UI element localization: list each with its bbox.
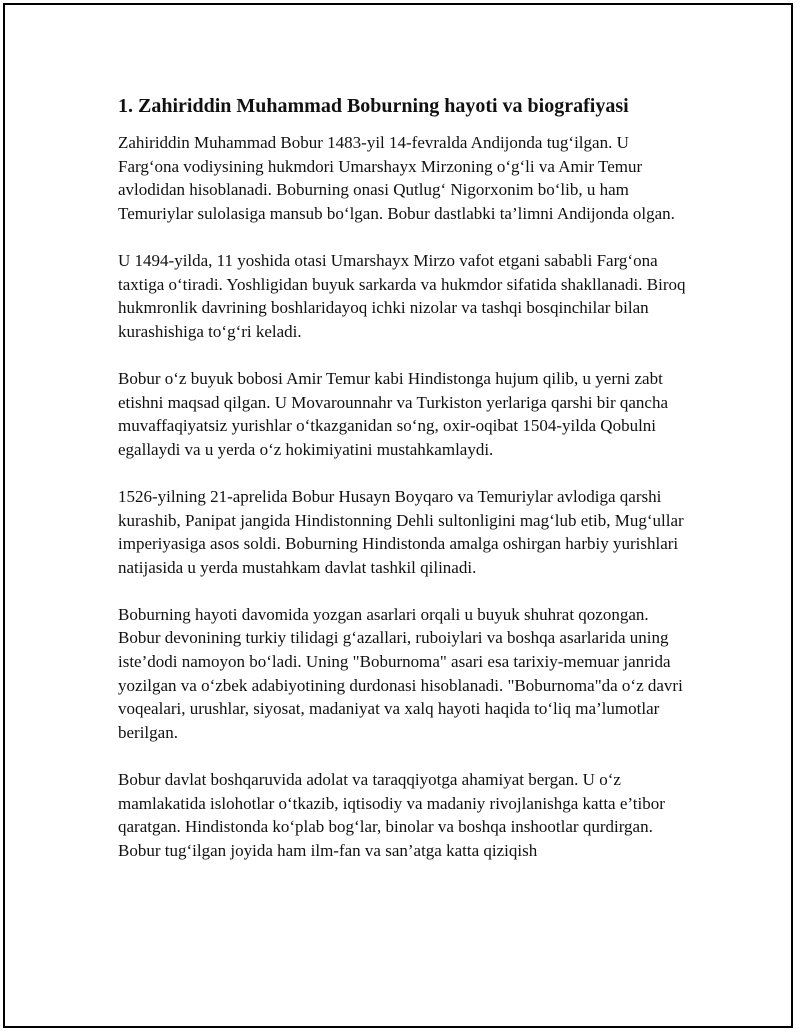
- paragraph-governance: Bobur davlat boshqaruvida adolat va taraqqiyotga ahamiyat bergan. U o‘z mamlakatida islohotlar o‘tkazib, iqtisodiy va madaniy rivojlanishga katta e’tibor qaratgan. Hindistonda ko‘plab bog‘lar, binolar va boshqa inshootlar qurdirgan. Bobur tug‘ilgan joyida ham ilm-fan va san’atga katta qiziqish: [118, 770, 665, 860]
- paragraph-panipat: 1526-yilning 21-aprelida Bobur Husayn Boyqaro va Temuriylar avlodiga qarshi kurashib, Panipat jangida Hindistonning Dehli sultonligini mag‘lub etib, Mug‘ullar imperiyasiga asos soldi. Boburning Hindistonda amalga oshirgan harbiy yurishlari natijasida u yerda mustahkam davlat tashkil qilinadi.: [118, 486, 684, 577]
- paragraph-birth: Zahiriddin Muhammad Bobur 1483-yil 14-fevralda Andijonda tug‘ilgan. U Farg‘ona vodiysining hukmdori Umarshayx Mirzoning o‘g‘li va Amir Temur avlodidan hisoblanadi. Boburning onasi Qutlug‘ Nigorxonim bo‘lib, u ham Temuriylar sulolasiga mansub bo‘lgan. Bobur dastlabki ta’limni Andijonda olgan.: [118, 133, 675, 223]
- paragraph-literature: Boburning hayoti davomida yozgan asarlari orqali u buyuk shuhrat qozongan. Bobur devonining turkiy tilidagi g‘azallari, ruboiylari va boshqa asarlarida uning iste’dodi namoyon bo‘ladi. Uning "Boburnoma" asari esa tarixiy-memuar janrida yozilgan va o‘zbek adabiyotining durdonasi hisoblanadi. "Boburnoma"da o‘z davri voqealari, urushlar, siyosat, madaniyat va xalq hayoti haqida to‘liq ma’lumotlar berilgan.: [118, 604, 683, 742]
- paragraph-throne: U 1494-yilda, 11 yoshida otasi Umarshayx Mirzo vafot etgani sababli Farg‘ona taxtiga o‘tiradi. Yoshligidan buyuk sarkarda va hukmdor sifatida shakllanadi. Biroq hukmronlik davrining boshlaridayoq ichki nizolar va tashqi bosqinchilar bilan kurashishiga to‘g‘ri keladi.: [118, 250, 686, 341]
- document-body: [118, 94, 688, 886]
- paragraph-kabul: Bobur o‘z buyuk bobosi Amir Temur kabi Hindistonga hujum qilib, u yerni zabt etishni maqsad qilgan. U Movarounnahr va Turkiston yerlariga qarshi bir qancha muvaffaqiyatsiz yurishlar o‘tkazganidan so‘ng, oxir-oqibat 1504-yilda Qobulni egallaydi va u yerda o‘z hokimiyatini mustahkamlaydi.: [118, 368, 669, 459]
- section-heading: 1. Zahiriddin Muhammad Boburning hayoti va biografiyasi: [118, 95, 629, 117]
